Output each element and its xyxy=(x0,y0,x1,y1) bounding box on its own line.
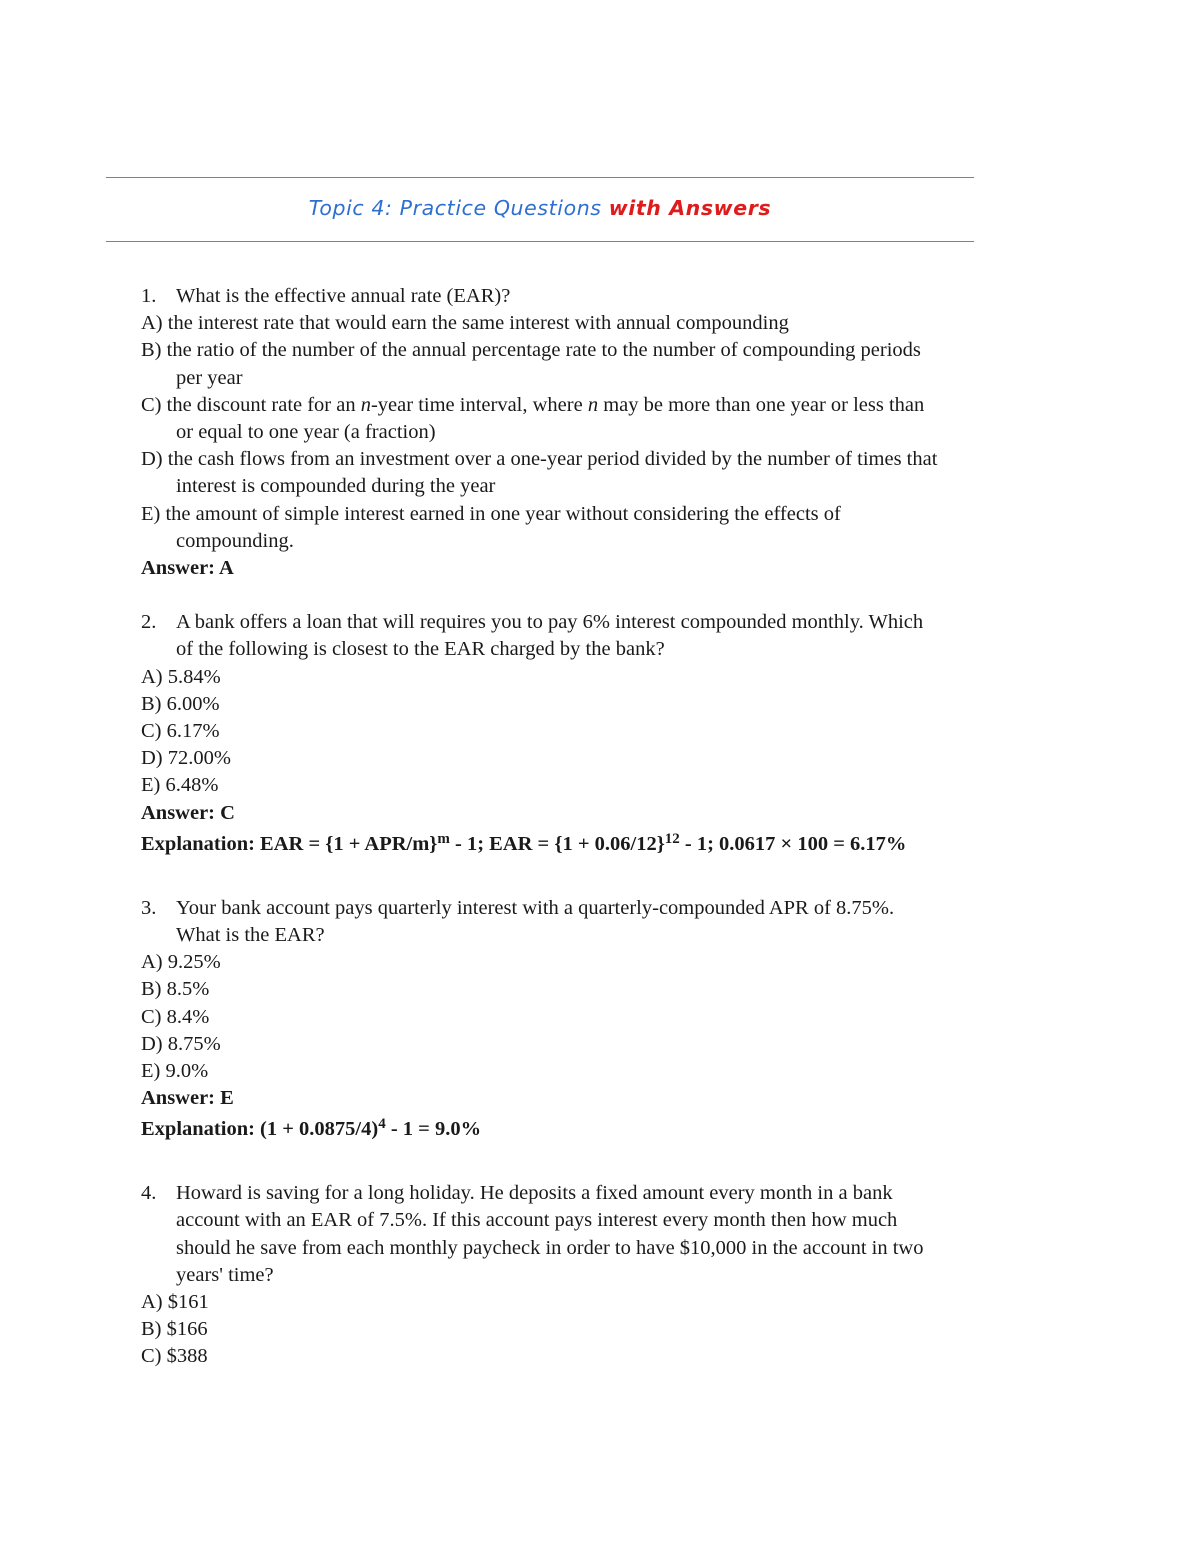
q1-option-e-cont: compounding. xyxy=(176,529,294,552)
q1-option-e: E) the amount of simple interest earned in one year without considering the effects of xyxy=(141,502,841,525)
page-title xyxy=(106,196,974,220)
q1-option-d: D) the cash flows from an investment over a one-year period divided by the number of times that xyxy=(141,448,938,471)
q4-stem-cont-2: should he save from each monthly paycheck in order to have $10,000 in the account in two xyxy=(176,1236,924,1259)
q2-option-e: E) 6.48% xyxy=(141,774,219,797)
q4-option-a: A) $161 xyxy=(141,1291,209,1313)
q4-option-c: C) $388 xyxy=(141,1345,208,1368)
questions-body xyxy=(141,283,1071,1371)
q2-stem-cont: of the following is closest to the EAR charged by the bank? xyxy=(176,638,665,661)
q2-option-b: B) 6.00% xyxy=(141,692,220,715)
q1-option-d-cont: interest is compounded during the year xyxy=(176,475,496,498)
q4-option-b: B) $166 xyxy=(141,1318,208,1341)
q2-option-c: C) 6.17% xyxy=(141,720,220,742)
header-rule-top xyxy=(106,177,974,178)
title-blue: Topic 4: Practice Questions xyxy=(308,196,602,220)
q3-option-c: C) 8.4% xyxy=(141,1005,210,1028)
q3-option-d: D) 8.75% xyxy=(141,1032,221,1055)
q1-option-b: B) the ratio of the number of the annual percentage rate to the number of compounding periods xyxy=(141,339,921,362)
q3-stem: 3. Your bank account pays quarterly interest with a quarterly-compounded APR of 8.75%. xyxy=(141,896,895,919)
q3-option-e: E) 9.0% xyxy=(141,1059,209,1082)
q3-option-a: A) 9.25% xyxy=(141,951,221,974)
q2-explanation: Explanation: EAR = {1 + APR/$m\}^m - 1$; EAR = $\{1 + 0.06/12\}^{12} - 1$; 0.0617 × 100 = 6.17% xyxy=(141,830,907,855)
q1-answer: Answer: A xyxy=(141,556,234,579)
q4-stem-cont-1: account with an EAR of 7.5%. If this account pays interest every month then how much xyxy=(176,1209,898,1232)
q1-stem: 1. What is the effective annual rate (EAR)? xyxy=(141,285,511,307)
q4-stem-cont-3: years' time? xyxy=(176,1263,274,1286)
q2-answer: Answer: C xyxy=(141,801,235,824)
q1-option-c: C) the discount rate for an n-year time interval, where n may be more than one year or less than xyxy=(141,393,925,416)
q1-option-c-cont: or equal to one year (a fraction) xyxy=(176,420,436,443)
q3-option-b: B) 8.5% xyxy=(141,978,210,1001)
q4-stem: 4. Howard is saving for a long holiday. He deposits a fixed amount every month in a bank xyxy=(141,1182,893,1205)
q3-explanation: Explanation: $(1 + 0.0875/4)^4 - 1 = 9.0\%$ xyxy=(141,1116,482,1141)
q3-answer: Answer: E xyxy=(141,1087,234,1110)
q2-stem: 2. A bank offers a loan that will requires you to pay 6% interest compounded monthly. Which xyxy=(141,611,924,634)
q2-option-d: D) 72.00% xyxy=(141,747,231,770)
header-rule-bottom xyxy=(106,241,974,242)
q1-option-a: A) the interest rate that would earn the same interest with annual compounding xyxy=(141,312,789,335)
q3-stem-cont: What is the EAR? xyxy=(176,923,325,946)
q2-option-a: A) 5.84% xyxy=(141,665,221,688)
title-red: with Answers xyxy=(608,196,772,220)
q1-option-b-cont: per year xyxy=(176,366,243,389)
